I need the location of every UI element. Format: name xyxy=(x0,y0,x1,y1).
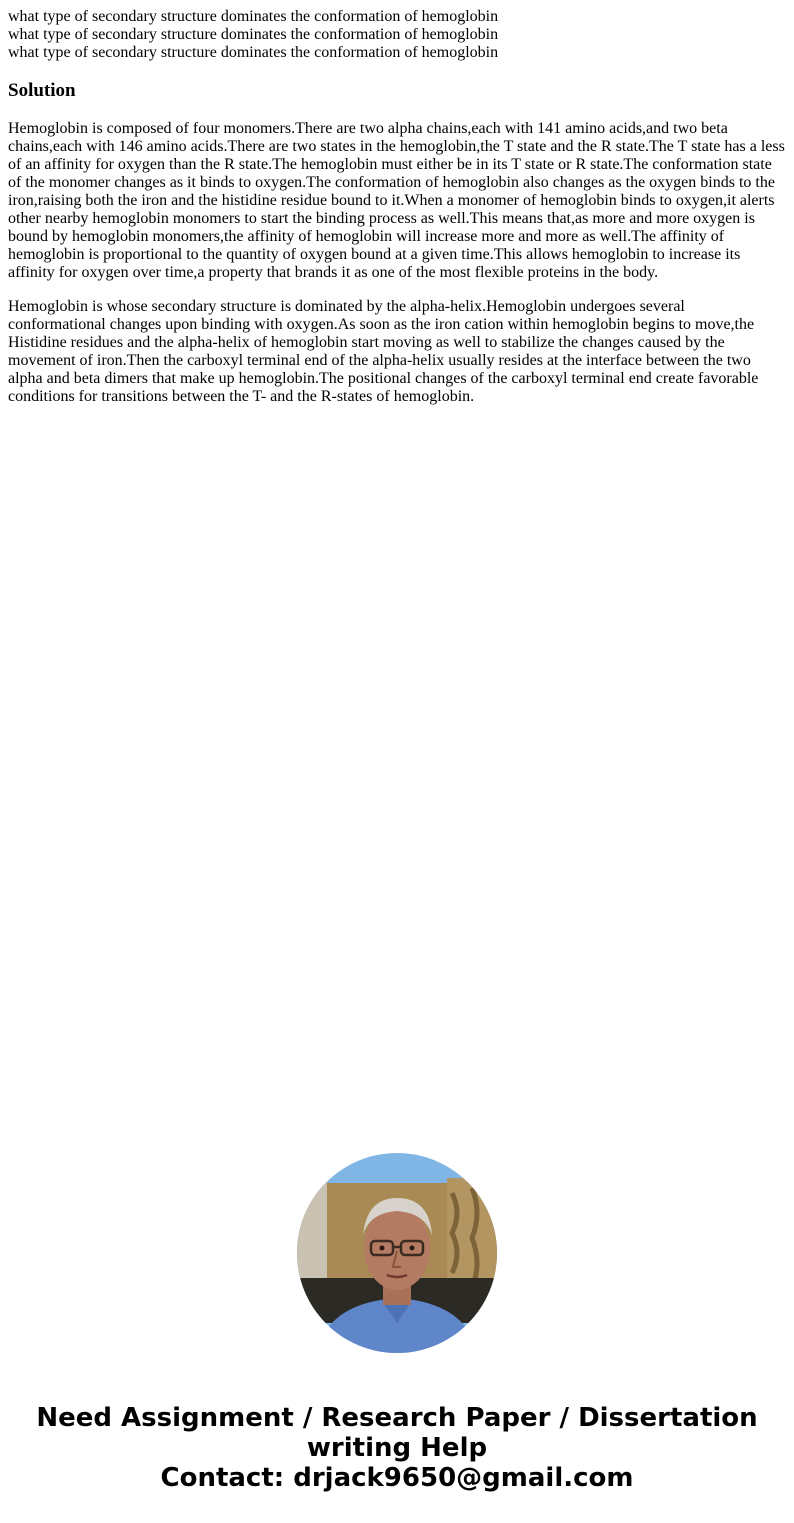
question-line: what type of secondary structure dominates the conformation of hemoglobin xyxy=(8,44,499,61)
promo-banner xyxy=(0,1403,794,1493)
avatar-portrait-image xyxy=(297,1153,497,1353)
promo-contact: Contact: drjack9650@gmail.com xyxy=(160,1463,634,1493)
author-avatar xyxy=(297,1153,497,1353)
question-line: what type of secondary structure dominates the conformation of hemoglobin xyxy=(8,26,499,43)
answer-paragraph: Hemoglobin is whose secondary structure is dominated by the alpha-helix.Hemoglobin undergoes several conformational changes upon binding with oxygen.As soon as the iron cation within hemoglobin begins to move,the Histidine residues and the alpha-helix of hemoglobin start moving as well to stabilize the changes caused by the movement of iron.Then the carboxyl terminal end of the alpha-helix usually resides at the interface between the two alpha and beta dimers that make up hemoglobin.The positional changes of the carboxyl terminal end create favorable conditions for transitions between the T- and the R-states of hemoglobin. xyxy=(8,298,759,405)
promo-line: Need Assignment / Research Paper / Dissertation xyxy=(36,1403,758,1433)
question-line: what type of secondary structure dominates the conformation of hemoglobin xyxy=(8,8,499,25)
page-content xyxy=(8,8,786,422)
solution-heading: Solution xyxy=(8,80,76,101)
promo-line: writing Help xyxy=(306,1433,488,1463)
question-text xyxy=(8,8,786,62)
answer-paragraph: Hemoglobin is composed of four monomers.There are two alpha chains,each with 141 amino acids,and two beta chains,each with 146 amino acids.There are two states in the hemoglobin,the T state and the R state.The T state has a less of an affinity for oxygen than the R state.The hemoglobin must either be in its T state or R state.The conformation state of the monomer changes as it binds to oxygen.The conformation of hemoglobin also changes as the oxygen binds to the iron,raising both the iron and the histidine residue bound to it.When a monomer of hemoglobin binds to oxygen,it alerts other nearby hemoglobin monomers to start the binding process as well.This means that,as more and more oxygen is bound by hemoglobin monomers,the affinity of hemoglobin will increase more and more as well.The affinity of hemoglobin is proportional to the quantity of oxygen bound at a given time.This allows hemoglobin to increase its affinity for oxygen over time,a property that brands it as one of the most flexible proteins in the body. xyxy=(8,120,785,281)
